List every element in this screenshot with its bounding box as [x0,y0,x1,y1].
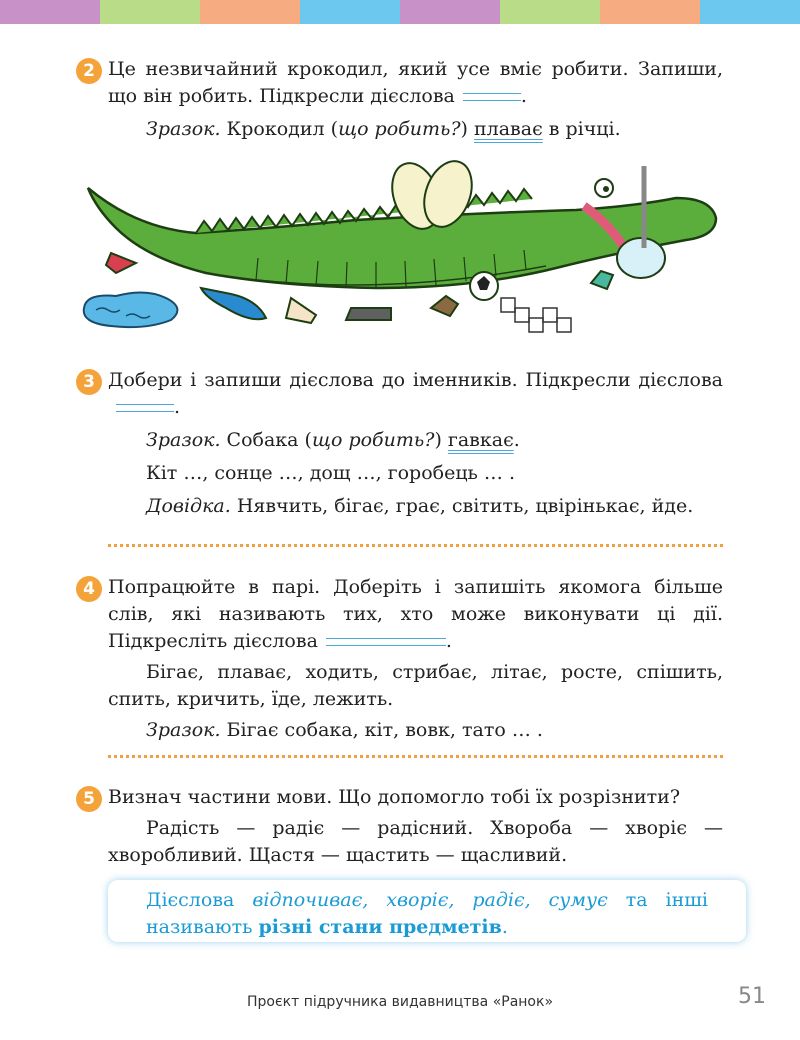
underlined-verb: плаває [474,118,543,140]
exercise-3 [108,367,723,520]
exercise-number-5: 5 [76,786,102,812]
exercise-4-task: Попрацюйте в парі. Доберіть і запишіть якомога більше слів, які називають тих, хто може виконувати ці дії. Підкресліть дієслова . [108,576,723,652]
exercise-3-nouns: Кіт …, сонце …, дощ …, горобець … . [146,462,516,484]
exercise-4 [108,574,723,744]
double-underline-mark [116,404,174,412]
page-number: 51 [738,984,766,1009]
exercise-3-task: Добери і запиши дієслова до іменників. Підкресли дієслова. [108,369,723,418]
publisher-footer: Проєкт підручника видавництва «Ранок» [246,994,554,1010]
double-underline-mark [326,638,446,646]
dotted-divider [108,755,723,758]
exercise-2-task: Це незвичайний крокодил, який усе вміє робити. Запиши, що він робить. Підкресли дієслова . [108,58,723,107]
stripe [0,0,100,24]
exercise-4-example: Зразок. Бігає собака, кіт, вовк, тато … . [146,719,543,741]
exercise-5 [108,784,723,869]
stripe [400,0,500,24]
stripe [700,0,800,24]
exercise-2 [108,56,723,143]
exercise-number-2: 2 [76,58,102,84]
crocodile-illustration [76,158,726,348]
exercise-2-example: Зразок. Крокодил (що робить?) плаває в річці. [146,118,621,140]
double-underline-mark [463,93,521,101]
stripe [200,0,300,24]
exercise-3-hint: Довідка. Нявчить, бігає, грає, світить, цвірінькає, йде. [146,495,694,517]
stripe [500,0,600,24]
underlined-verb: гавкає [447,429,514,451]
rule-box [108,880,746,942]
rule-text: Дієслова відпочиває, хворіє, радіє, сумує та інші називають різні стани предметів. [146,889,708,938]
stripe [600,0,700,24]
dotted-divider [108,544,723,547]
exercise-number-4: 4 [76,576,102,602]
exercise-number-3: 3 [76,369,102,395]
exercise-3-example: Зразок. Собака (що робить?) гавкає. [146,429,520,451]
exercise-5-words: Радість — радіє — радісний. Хвороба — хворіє — хворобливий. Щастя — щастить — щасливий. [108,817,723,866]
stripe [300,0,400,24]
color-stripe-bar [0,0,800,24]
stripe [100,0,200,24]
exercise-5-task: Визнач частини мови. Що допомогло тобі їх розрізнити? [108,786,681,808]
exercise-4-words: Бігає, плаває, ходить, стрибає, літає, росте, спішить, спить, кричить, їде, лежить. [108,661,723,710]
